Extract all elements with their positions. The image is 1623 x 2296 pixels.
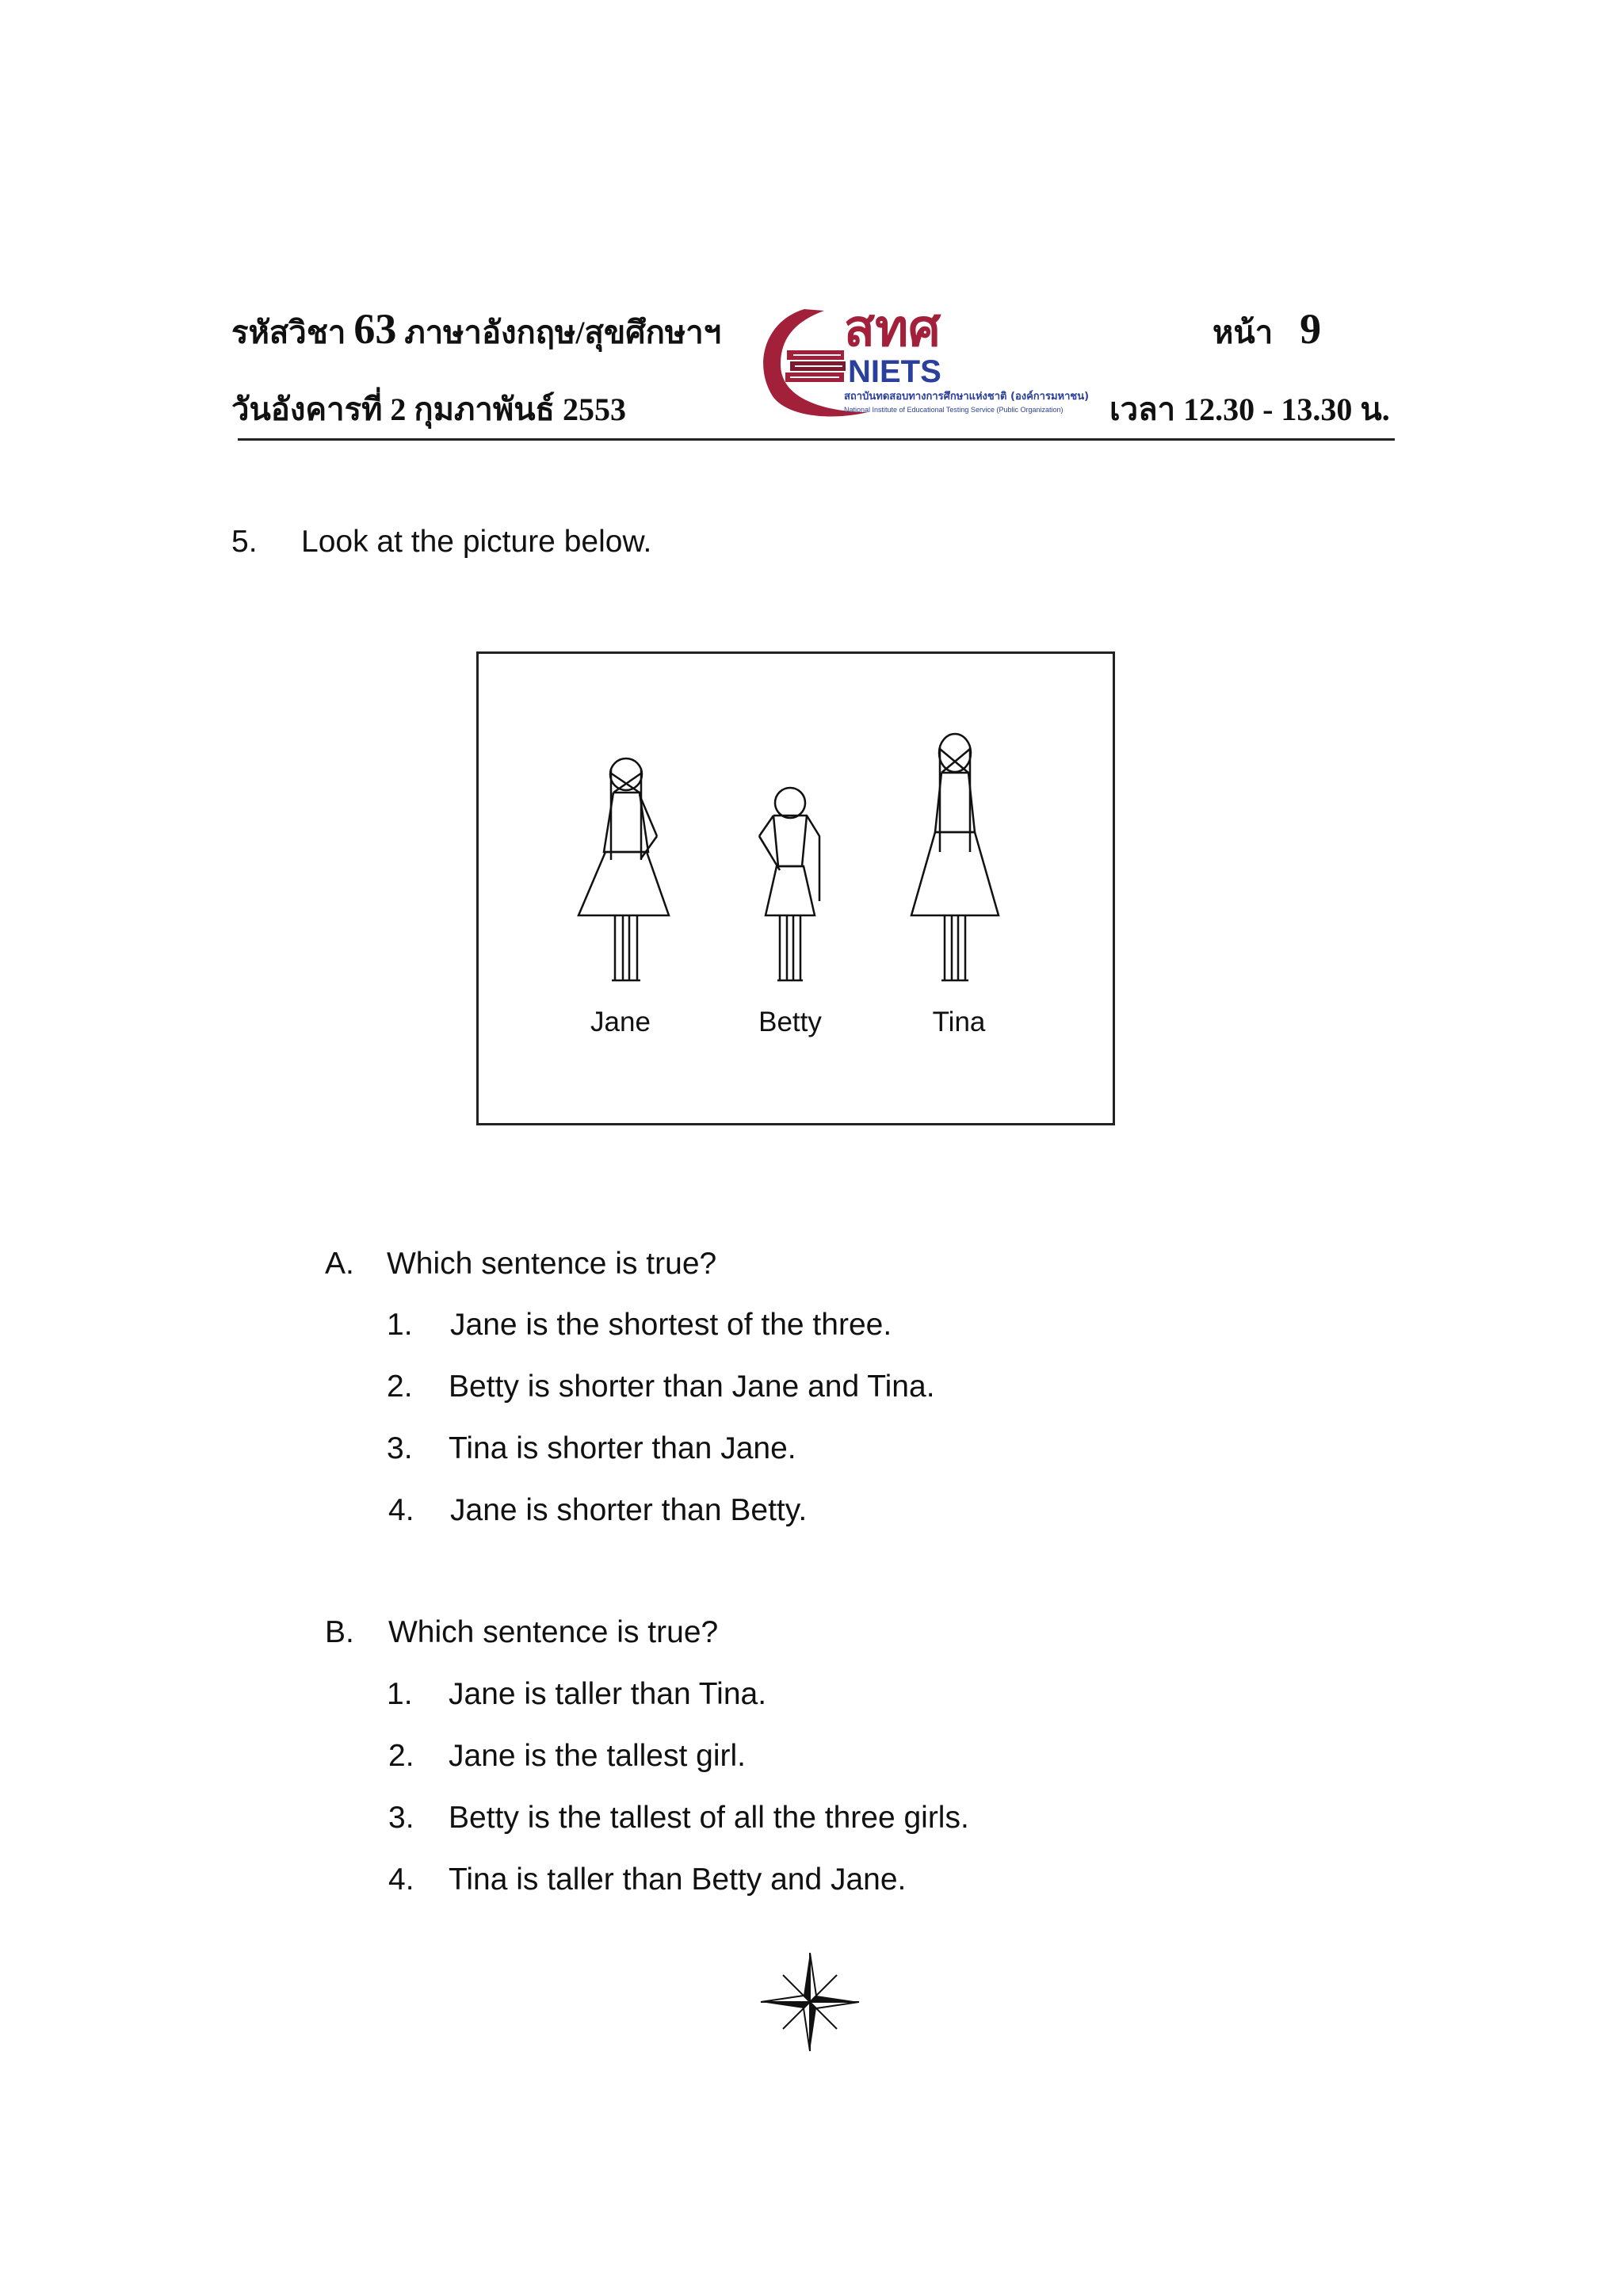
page-label: หน้า	[1212, 315, 1274, 350]
option-text: Betty is the tallest of all the three girls.	[449, 1801, 969, 1835]
option-number: 4.	[388, 1493, 414, 1527]
figure-label-betty: Betty	[758, 1007, 822, 1037]
course-code-number: 63	[353, 305, 397, 353]
part-a-stem	[325, 1247, 716, 1282]
part-b-stem	[325, 1615, 718, 1650]
option-text: Tina is taller than Betty and Jane.	[449, 1862, 907, 1897]
betty-figure	[759, 788, 819, 980]
header-divider	[238, 438, 1395, 441]
logo-acronym-thai: สทศ	[844, 301, 941, 358]
option-number: 1.	[387, 1677, 413, 1711]
option-number: 3.	[388, 1801, 414, 1835]
option-number: 2.	[387, 1370, 413, 1404]
question-number: 5.	[231, 525, 258, 559]
option-number: 3.	[387, 1431, 413, 1465]
jane-figure	[579, 758, 669, 980]
course-code-label: รหัสวิชา	[231, 315, 346, 350]
part-a-option-1[interactable]	[387, 1308, 892, 1343]
part-a-option-2[interactable]	[387, 1370, 935, 1404]
part-b-option-4[interactable]	[388, 1862, 906, 1897]
subject-name: ภาษาอังกฤษ/สุขศึกษาฯ	[404, 315, 722, 350]
tina-figure	[911, 734, 999, 980]
logo-org-en: National Institute of Educational Testing Service (Public Organization)	[844, 406, 1064, 414]
option-text: Jane is the tallest girl.	[449, 1739, 747, 1773]
part-b-option-1[interactable]	[387, 1677, 766, 1712]
option-text: Betty is shorter than Jane and Tina.	[449, 1370, 935, 1404]
part-b-letter: B.	[325, 1615, 354, 1649]
question-prompt: Look at the picture below.	[301, 525, 652, 559]
figure-label-tina: Tina	[932, 1007, 986, 1037]
part-b-option-2[interactable]	[388, 1739, 746, 1774]
question-prompt-line	[231, 525, 651, 560]
figure-box	[476, 651, 1115, 1125]
part-b-question: Which sentence is true?	[388, 1615, 719, 1649]
option-number: 2.	[388, 1739, 414, 1773]
part-a-letter: A.	[325, 1247, 354, 1281]
part-a-question: Which sentence is true?	[387, 1247, 717, 1281]
option-text: Jane is the shortest of the three.	[450, 1308, 892, 1342]
option-text: Jane is shorter than Betty.	[450, 1493, 808, 1527]
logo-acronym-en: NIETS	[848, 354, 941, 389]
part-a-option-3[interactable]	[387, 1431, 796, 1466]
option-text: Jane is taller than Tina.	[449, 1677, 767, 1711]
course-code-line	[231, 304, 721, 357]
stick-figures	[479, 654, 1117, 1128]
part-b-option-3[interactable]	[388, 1801, 969, 1836]
logo-org-thai: สถาบันทดสอบทางการศึกษาแห่งชาติ (องค์การมหาชน)	[844, 391, 1090, 403]
page-number: 9	[1300, 305, 1322, 353]
part-a-option-4[interactable]	[388, 1493, 807, 1528]
exam-time: เวลา 12.30 - 13.30 น.	[1109, 392, 1390, 427]
exam-date: วันอังคารที่ 2 กุมภาพันธ์ 2553	[231, 392, 626, 427]
option-number: 4.	[388, 1862, 414, 1897]
page-indicator	[1212, 304, 1321, 357]
compass-star-icon	[759, 1951, 861, 2053]
niets-logo	[749, 301, 1115, 420]
option-text: Tina is shorter than Jane.	[449, 1431, 796, 1465]
figure-label-jane: Jane	[590, 1007, 651, 1037]
option-number: 1.	[387, 1308, 413, 1342]
